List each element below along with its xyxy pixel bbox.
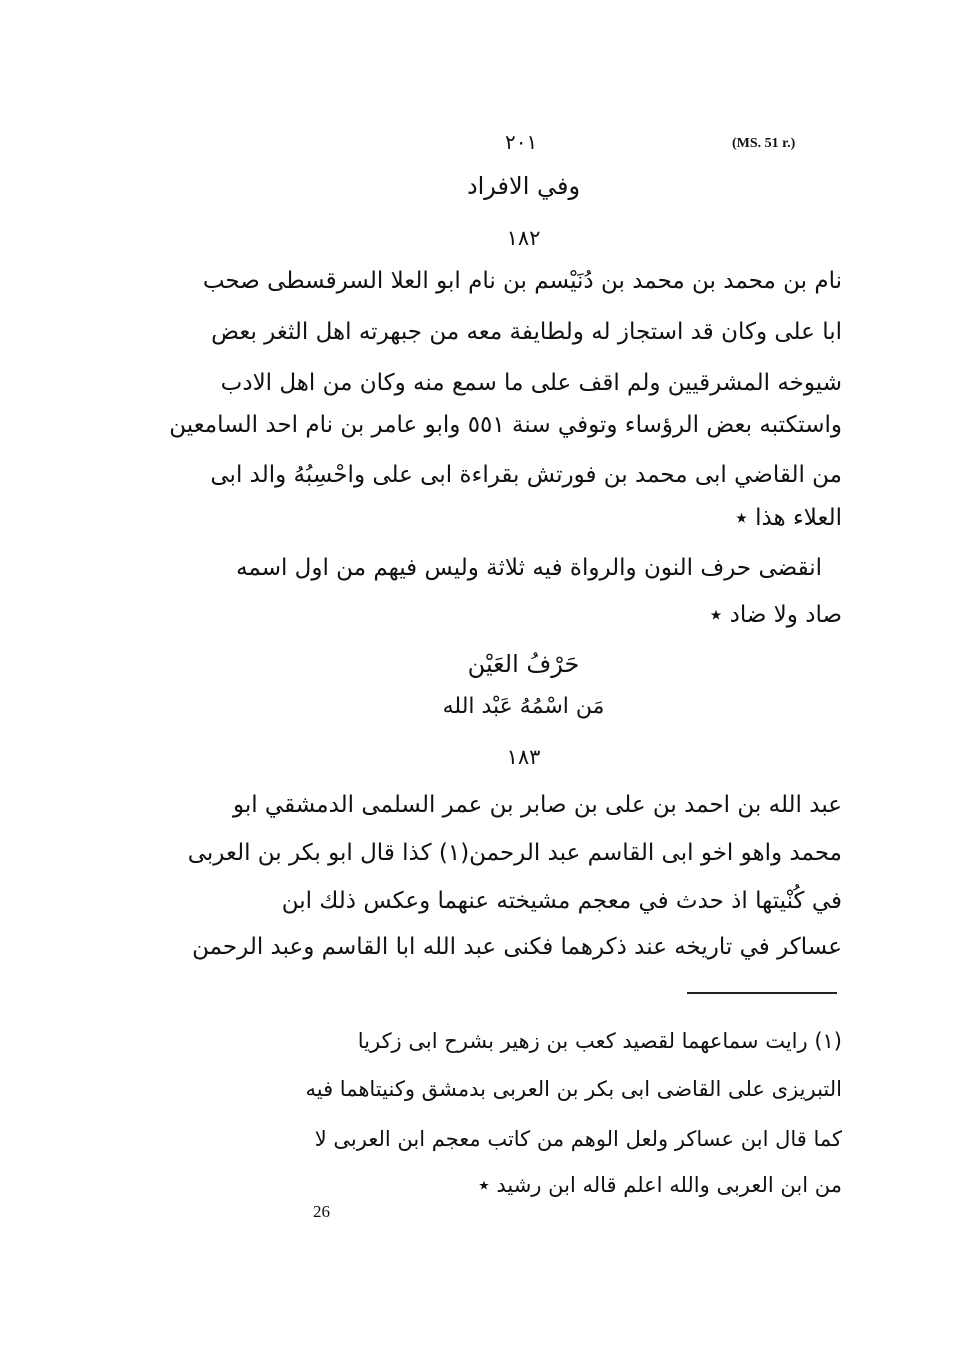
footnote-divider	[687, 992, 837, 994]
footnote-line: (١) رايت سماعهما لقصيد كعب بن زهير بشرح ابى زكريا	[357, 1029, 842, 1053]
closing-note-line: صاد ولا ضاد ٭	[709, 602, 842, 628]
entry-183-line: عساكر في تاريخه عند ذكرهما فكنى عبد الله ابا القاسم وعبد الرحمن	[192, 934, 842, 960]
entry-182-line: نام بن محمد بن محمد بن دُنَيْسم بن نام ابو العلا السرقسطى صحب	[202, 268, 842, 294]
signature-mark: 26	[313, 1202, 330, 1221]
footnote-line: التبريزى على القاضى ابى بكر بن العربى بدمشق وكنيتاهما فيه	[305, 1077, 842, 1101]
manuscript-reference: (MS. 51 r.)	[732, 136, 796, 151]
entry-182-line: ابا على وكان قد استجاز له ولطايفة معه من جبهرته اهل الثغر بعض	[211, 319, 842, 345]
page-number: ٢٠١	[505, 130, 538, 154]
entry-183-line: محمد واهو اخو ابى القاسم عبد الرحمن(١) كذا قال ابو بكر بن العربى	[187, 840, 842, 866]
entry-number-182: ١٨٢	[506, 226, 541, 250]
entry-number-183: ١٨٣	[506, 745, 541, 769]
footnote-line: كما قال ابن عساكر ولعل الوهم من كاتب معجم ابن العربى لا	[314, 1127, 842, 1151]
chapter-title: حَرْفُ العَيْن	[467, 650, 580, 678]
entry-182-line: شيوخه المشرقيين ولم اقف على ما سمع منه وكان من اهل الادب	[220, 370, 842, 396]
entry-183-line: عبد الله بن احمد بن على بن صابر بن عمر السلمى الدمشقي ابو	[232, 792, 842, 818]
chapter-subtitle: مَن اسْمُهُ عَبْد الله	[442, 694, 605, 719]
entry-183-line: في كُنْيتها اذ حدث في معجم مشيخته عنهما وعكس ذلك ابن	[281, 888, 842, 914]
section-heading: وفي الافراد	[466, 172, 581, 200]
entry-182-line: العلاء هذا ٭	[735, 505, 842, 531]
entry-182-line: واستكتبه بعض الرؤساء وتوفي سنة ٥٥١ وابو عامر بن نام احد السامعين	[169, 412, 842, 438]
entry-182-line: من القاضي ابى محمد بن فورتش بقراءة ابى على واحْسِبُهُ والد ابى	[210, 462, 842, 488]
closing-note-line: انقضى حرف النون والرواة فيه ثلاثة وليس فيهم من اول اسمه	[236, 555, 822, 581]
footnote-line: من ابن العربى والله اعلم قاله ابن رشيد ٭	[478, 1173, 842, 1197]
